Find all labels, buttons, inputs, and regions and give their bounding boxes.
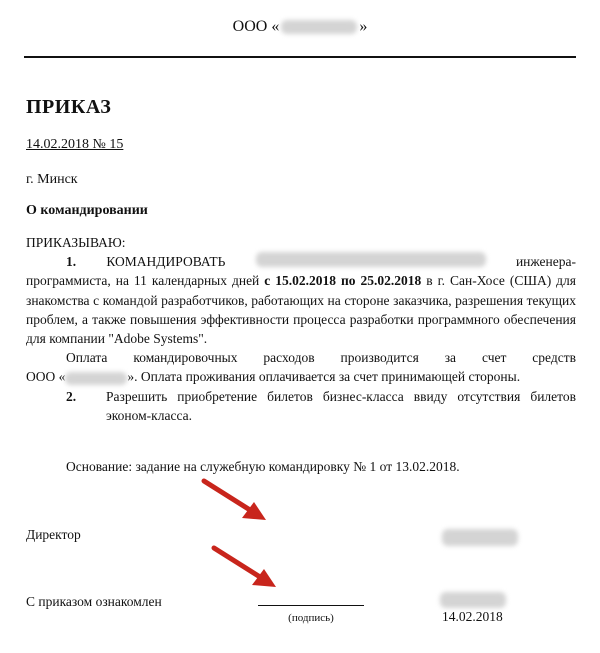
item-1-verb: КОМАНДИРОВАТЬ bbox=[106, 254, 226, 270]
redacted-org-name-2 bbox=[65, 372, 127, 385]
signature-line bbox=[258, 605, 364, 606]
order-heading: ПРИКАЗЫВАЮ: bbox=[26, 235, 126, 250]
document-subject: О командировании bbox=[26, 203, 148, 218]
org-suffix: » bbox=[359, 18, 368, 35]
red-arrow-icon bbox=[208, 543, 280, 593]
item-1-number: 1. bbox=[66, 254, 77, 270]
red-arrow-icon bbox=[198, 476, 270, 526]
basis-line: Основание: задание на служебную командировку № 1 от 13.02.2018. bbox=[66, 459, 460, 474]
item-1-first-line bbox=[26, 252, 576, 271]
acknowledged-label: С приказом ознакомлен bbox=[26, 594, 162, 609]
redacted-employee-signature-name bbox=[440, 592, 506, 608]
redacted-employee-name bbox=[256, 252, 486, 267]
organization-header bbox=[0, 18, 600, 36]
signature-caption: (подпись) bbox=[288, 612, 334, 624]
item-2-number: 2. bbox=[66, 388, 77, 404]
director-label: Директор bbox=[26, 527, 81, 542]
document-city: г. Минск bbox=[26, 172, 78, 187]
acknowledged-date: 14.02.2018 bbox=[442, 609, 503, 624]
redacted-org-name bbox=[281, 20, 357, 34]
item-2 bbox=[26, 387, 576, 425]
document-title: ПРИКАЗ bbox=[26, 96, 112, 118]
document-date-number: 14.02.2018 № 15 bbox=[26, 137, 124, 152]
item-2-text: Разрешить приобретение билетов бизнес-класса ввиду отсутствия билетов эконом-класса. bbox=[106, 388, 576, 423]
document-body bbox=[26, 233, 576, 425]
item-1-position: инженера- bbox=[515, 254, 576, 270]
payment-paragraph-line-2: ООО « ». Оплата проживания оплачивается за счет принимающей стороны. bbox=[26, 369, 521, 385]
org-prefix: ООО « bbox=[232, 18, 280, 35]
redacted-director-name bbox=[442, 529, 518, 546]
item-1-text: программиста, на 11 календарных дней с 15.02.2018 по 25.02.2018 в г. Сан-Хосе (США) для знакомства с командой разработчиков, работающих на стороне заказчика, разрешения текущих проблем, а также повышения эффективности процесса разработки программного обеспечения для компании "Adobe Systems". bbox=[26, 273, 576, 347]
payment-paragraph-line-1: Оплата командировочных расходов производится за счет средств bbox=[66, 350, 576, 366]
header-rule bbox=[24, 56, 576, 58]
